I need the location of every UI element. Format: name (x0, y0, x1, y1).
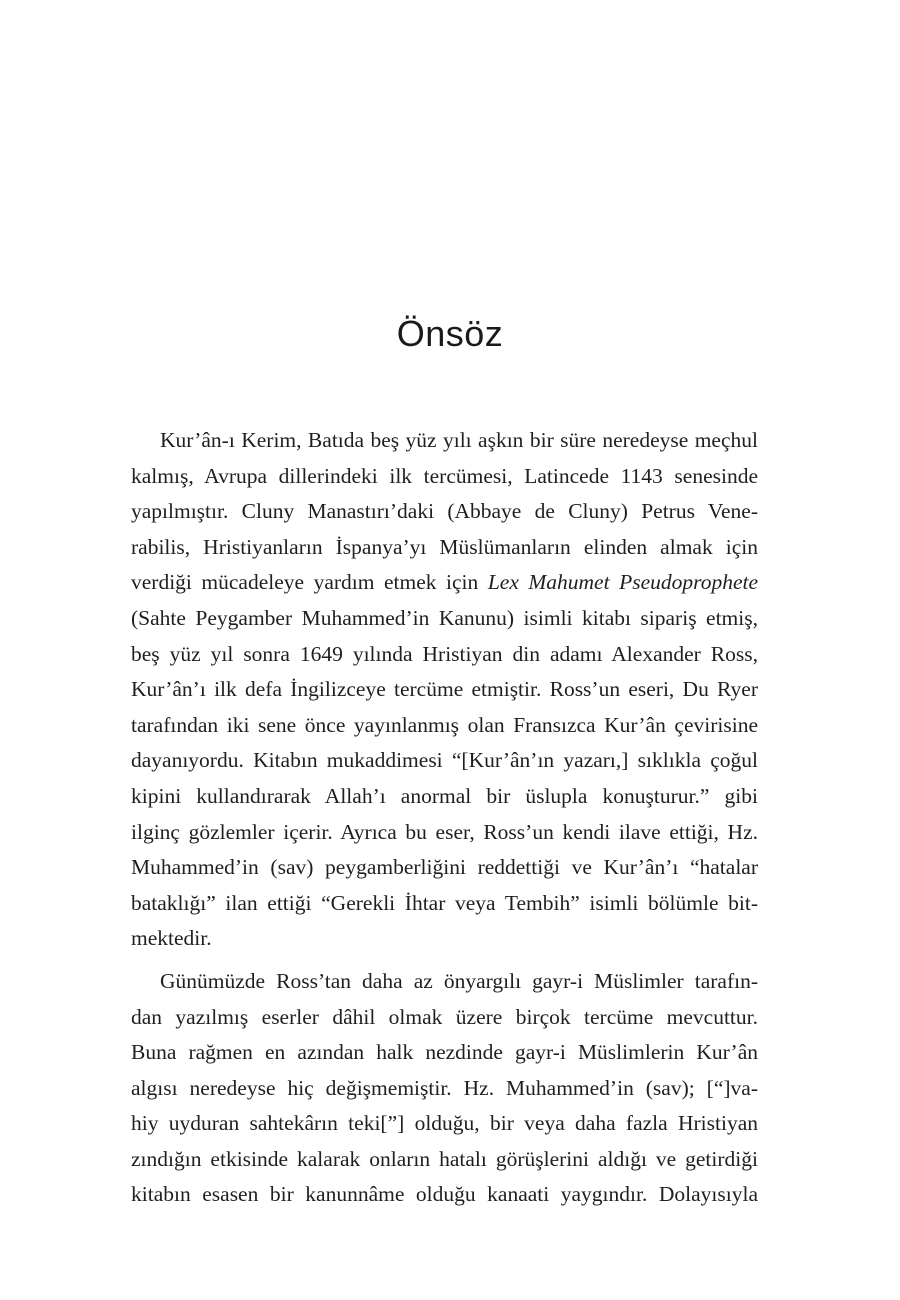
text-line: kalmış, Avrupa dillerindeki ilk tercümesi, Latincede 1143 senesinde (131, 463, 758, 488)
text-line: Muhammed’in (sav) peygamberliğini reddettiği ve Kur’ân’ı “hatalar (131, 855, 758, 880)
text-line: tarafından iki sene önce yayınlanmış olan Fransızca Kur’ân çevirisine (131, 712, 758, 737)
text-line: (Sahte Peygamber Muhammed’in Kanunu) isimli kitabı sipariş etmiş, (131, 605, 758, 630)
paragraph-2 (131, 964, 758, 1213)
text-line: dayanıyordu. Kitabın mukaddimesi “[Kur’ân’ın yazarı,] sıklıkla çoğul (131, 748, 758, 773)
text-line: Kur’ân-ı Kerim, Batıda beş yüz yılı aşkın bir süre neredeyse meçhul (160, 428, 758, 452)
text-line: Kur’ân’ı ilk defa İngilizceye tercüme etmiştir. Ross’un eseri, Du Ryer (131, 677, 758, 702)
text-segment: verdiği mücadeleye yardım etmek için (131, 570, 488, 595)
text-line: mektedir. (131, 926, 212, 951)
text-line: ilginç gözlemler içerir. Ayrıca bu eser, Ross’un kendi ilave ettiği, Hz. (131, 819, 758, 844)
text-line: beş yüz yıl sonra 1649 yılında Hristiyan din adamı Alexander Ross, (131, 641, 758, 666)
italic-book-title: Lex Mahumet Pseudoprophete (487, 570, 759, 595)
text-line: yapılmıştır. Cluny Manastırı’daki (Abbaye de Cluny) Petrus Vene- (131, 499, 758, 524)
text-line: kitabın esasen bir kanunnâme olduğu kanaati yaygındır. Dolayısıyla (131, 1182, 758, 1207)
body-text (131, 423, 758, 1213)
paragraph-1 (131, 423, 758, 957)
text-line: Buna rağmen en azından halk nezdinde gayr-i Müslimlerin Kur’ân (131, 1040, 758, 1065)
text-line: hiy uyduran sahtekârın teki[”] olduğu, bir veya daha fazla Hristiyan (131, 1111, 758, 1136)
text-line: Günümüzde Ross’tan daha az önyargılı gayr-i Müslimler tarafın- (160, 968, 758, 993)
text-line: dan yazılmış eserler dâhil olmak üzere birçok tercüme mevcuttur. (131, 1004, 758, 1029)
text-line: algısı neredeyse hiç değişmemiştir. Hz. Muhammed’in (sav); [“]va- (131, 1075, 758, 1100)
text-line-with-italic (131, 565, 758, 601)
text-line: kipini kullandırarak Allah’ı anormal bir üslupla konuşturur.” gibi (131, 783, 758, 808)
text-line: bataklığı” ilan ettiği “Gerekli İhtar veya Tembih” isimli bölümle bit- (131, 890, 758, 915)
text-line: rabilis, Hristiyanların İspanya’yı Müslümanların elinden almak için (131, 534, 758, 559)
text-line: zındığın etkisinde kalarak onların hatalı görüşlerini aldığı ve getirdiği (131, 1146, 758, 1171)
page-title: Önsöz (396, 313, 504, 354)
